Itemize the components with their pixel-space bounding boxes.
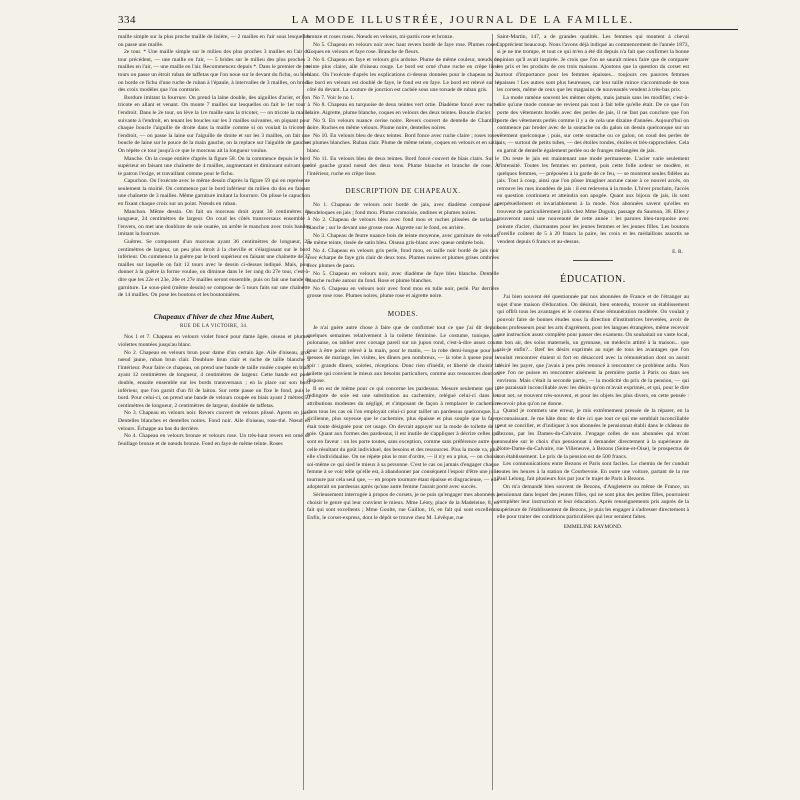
- column-1: [118, 34, 310, 794]
- paragraph: No 5. Chapeau en velours noir, avec diadème de faye bleu blanche. Dentelle blanche ruchée autour du fond. Rose et plume blanches.: [307, 270, 499, 285]
- paragraph: Bordure imitant la fourrure. On prend la laine double, des aiguilles d'acier, et l'on tricote en allant et venant. On monte 7 mailles sur lesquelles on fait le 1er tour à l'endroit. Dans le 2e tour, on lève la 1re maille sans la tricoter, — on tricote la maille suivante à l'endroit, en tenant les boucles sur les 3 mailles suivantes, en piquant pour chaque boucle l'aiguille de droite dans la maille comme si on voulait la tricoter à l'endroit, — on passe la laine sur l'aiguille de droite et sur les 3 mailles, on fait une boucle de laine sur le pouce de la main gauche, on la replace sur l'aiguille de gauche. On répète ce tour jusqu'à ce que le morceau ait la longueur voulue.: [118, 94, 310, 154]
- paragraph: No 4. Chapeau en velours gris perle, fond mou, en taille noir bordé de jais noir avec écharpe de faye gris clair de deux tons. Plumes noires et plumes grises ombrées avec plumes de paon.: [307, 247, 499, 270]
- paragraph: No 7. Voir le no 1.: [313, 94, 355, 101]
- page-header: [118, 14, 738, 28]
- paragraph: 2e tour. * Une maille simple sur le milieu des plus proches 3 mailles en l'air du tour précédent, — une maille en l'air, — 5 brides sur le milieu des plus proches 3 mailles en l'air, — une maille en l'air. Recommencez depuis *. Dans le premier de ces tours on passe un étroit ruban de taffetas que l'on noue sur le devant du fichu, ou bien on borde ce fichu d'une ruche de ruban à l'épaule, à intervalles de 3 mailles, on brode des croix modèles que l'on contrarie.: [118, 49, 310, 94]
- paragraph: bronze et roses roses. Nœuds en velours, mi-partis rose et bronze.: [307, 34, 454, 40]
- paragraph: Manche. On la coupe entière d'après la figure 58. On la commence depuis le bord supérieur en faisant une chaînette de 4 mailles, augmentant et diminuant suivant que le patron l'exige, et travaillant comme pour le fichu.: [118, 155, 310, 177]
- paragraph: No 8. Chapeau en turquoise de deux teintes vert ortie. Diadème foncé avec ruche claire. Aigrette, plume blanche, coques en velours des deux teintes. Boucle d'acier.: [307, 102, 499, 116]
- paragraph: No 9. En velours nuance cerise noire. Revers couvert de dentelle de Chantilly noire. Ruches en même velours. Plume noire, dentelles noires.: [307, 117, 499, 132]
- paragraph: No 10. En velours bleu de deux teintes. Bord fonce avec ruche claire ; roses roses et plumes blanches. Ruban clair. Plume de même teinte, coques en velours et en satin blanc.: [307, 132, 499, 154]
- paragraph: No 4. Chapeau en velours bronze et velours rose. Un très-haut revers est orné de feuillage bronze et de nœuds bronze. Fond en faye de même teinte. Roses: [118, 433, 310, 447]
- paragraph: On m'a demandé bien souvent de Bezons, d'Angleterre ou même de France, un pensionnat dans lequel des jeunes filles, qui ne sont plus des petites filles, pourraient compléter leur instruction et leur éducation. Après renseignements pris auprès de la supérieure de l'établissement de Bezons, je puis les engager à s'adresser directement à elle pour traiter des conditions particulières qui leur seraient faites.: [497, 484, 689, 521]
- separator-rule: [573, 260, 613, 261]
- article-title: Chapeaux d'hiver de chez Mme Aubert,: [153, 311, 275, 321]
- article-subtitle: RUE DE LA VICTOIRE, 34.: [180, 323, 248, 329]
- paragraph: No 6. Chapeau en faye et velours gris ardoise. Plume de même couleur, nœuds de teinte plus claire, aile d'oiseau rouge. Le bord est orné d'une ruche en crêpe lisse blanc. On l'exécute d'après les explications ci-dessus données pour le chapeau no 2. Le bord en velours est doublé de faye, le fond est en faye. Le bord est relevé sur le côté du devant. La couture de jonction est cachée sous une torsade de ruban gris.: [307, 56, 499, 94]
- paragraph: Manchon. Même dessin. On fait un morceau droit ayant 30 centimètres de longueur, 24 centimètres de largeur. On coud les côtés transversaux ensemble à l'envers, on met une doublure de soie ouatée, on arrête le manchon avec trois bandes imitant la fourrure.: [118, 208, 310, 238]
- column-3: [497, 34, 689, 794]
- paragraph: Il en est de même pour ce qui concerne les pardessus. Mesure seulement que la redingote de soie est une substitution au cachemire, relégué celui-ci dans les attributions modestes du négligé, et s'imposant de façon à remplacer le cachemire dans tous les cas où l'on employait celui-ci pour tailler un pardessus quelconque. La sicilienne, plus soyeuse que le cachemire, plus épaisse et plus souple que la faye, était toute désignée pour cet usage. On devrait appuyer sur la mode de toilette de la soie. Quant aux formes des pardessus, il est inutile de s'appliquer à décrire celles qui sont en faveur : on les porte toutes, sans exception, comme sans préférence autre que celle résultant du goût individuel, des besoins et des ressources. Plus la mode va, plus elle s'individualise. On ne répète plus le mot d'ordre, — il n'y en a plus, — on choisit soi-même ce qui sied le mieux à sa personne. C'est le cas ou jamais d'engager chaque femme à se voir telle qu'elle est, à abandonner par conséquent l'espoir d'être une jolie tournure par cela seul que, — en propre tournure étant épaisse et disgracieuse, — elle adopterait un pardessus après qu'une autre femme l'aurait porté avec succès.: [307, 385, 499, 491]
- journal-title: LA MODE ILLUSTRÉE, JOURNAL DE LA FAMILLE.: [291, 14, 635, 26]
- paragraph: Je n'ai guère autre chose à faire que de confirmer tout ce que j'ai dit depuis quelques semaines relativement à la toilette féminine. Le costume, tunique, ou polonaise, ou tablier avec corsage pareil sur un jupon rond, c'est-à-dire assez court pour à être point relevé à la main, pour le matin, — la robe demi-longue pour les messes de mariage, les visites, les dîners peu nombreux, — la robe à queue pour le soir : grands dîners, soirées, réceptions. Donc rien d'inédit, et liberté de choisir la toilette qui convient le mieux aux besoins particuliers, comme aux ressources dont on dispose.: [307, 325, 499, 385]
- paragraph: No 1. Chapeau de velours noir bordé de jais, avec diadème composé de pendeloques en jais ; fond mou. Plume cramoisie, ondines et plumes noires.: [307, 202, 499, 216]
- paragraph: Saint-Martin, 147, a de grandes qualités. Les femmes qui montent à cheval l'apprécient beaucoup. Nous l'avons déjà indiqué au commencement de l'année 1873, si je ne me trompe, et tout ce qui m'en a été dit depuis n'a fait que confirmer la bonne opinion qu'il avait inspirée. Je crois que l'on ne saurait mieux faire que de comparer les prix et les produits de ces trois maisons. Ajoutons que la question du corset est surtout d'importance pour les femmes épaisses... toujours ces pauvres femmes épaisses ! Les autres sont plus heureuses, car leur taille mince s'accommode de tous les corsets, même de ceux que les magasins de nouveautés vendent à très-bas prix.: [497, 34, 689, 94]
- paragraph: Du reste le jais est maintenant une mode permanente. L'acier varie seulement d'intensité. Toutes les femmes en portent, puis cette folle ardeur se modère, et quelques femmes, — préposées à la garde de ce feu, — se montrent seules fidèles au jais. Tout à coup, ainsi que l'on pûsse imaginer aucune cause à ce nouvel accès, on retrouve les rues inondées de jais : il est redevenu à la mode. L'hiver prochain, l'accès en question continuera et atteindra son apogée. Quant aux bijoux de jais, ils sont perpétuellement et invariablement à la mode. Nos abonnées savent qu'elles en trouvent de particulièrement jolis chez Mme Duguin, passage du Saumon, 38. Elles y trouveront aussi une nouveauté de cette année : les parures bleu-turquoise avec poinste d'acier, charmantes pour les jeunes femmes et les jeunes filles. Les boutons d'oreille coûtent de 5 à 20 francs la paire, les croix et les médaillons assortis se vendent depuis 6 francs et au-dessus.: [497, 155, 689, 246]
- section-heading: ÉDUCATION.: [560, 274, 626, 286]
- paragraph: No 3. Chapeau en velours noir. Revers couvert de velours plissé. Aprets en jais. Dentelles blanches et dentelles noires. Fond noir. Aile d'oiseau, rose-thé. Nœud en velours. Échappe au bas du derrière.: [118, 410, 310, 432]
- paragraph: Les communications entre Bezons et Paris sont faciles. Le chemin de fer conduit toutes les heures à la station de Courbevoie. En outre une voiture, partant de la rue Paul Lelong, fait plusieurs fois par jour le trajet de Paris à Bezons.: [497, 461, 689, 483]
- header-rule: [118, 29, 738, 30]
- paragraph: La mode ramène souvent les mêmes objets, mais jamais sans les modifier, c'est-à-dire qu'une mode connue ne revient pas tout à fait telle qu'elle était. De ce que l'on porte des vêtements brodés avec des perles de jais, il ne faut pas conclure que l'on porte des vêtements perlés comme il y a de cela une dizaine d'années. Aujourd'hui on commence par broder avec de la soutache ou du galon un dessin quelconque sur un vêtement quelconque ; puis, sur cette soutache ou ce galon, on coud des perles de jais, — surtout de petits tubes, — des étoiles rondes, étoiles et très-rapprochées. Cela en garnit de dentelle également perlée ou de franges mélangées de jais.: [497, 94, 689, 154]
- paragraph: Nos 1 et 7. Chapeau en velours violet foncé pour dame âgée, oiseau et plumes violettes montées jusqu'au blanc.: [118, 334, 310, 348]
- paragraph: No 2. Chapeau de velours bleu avec fond mou et ruches plissées de tarlatane blanche ; sur le devant une grosse rose. Aigrette sur le fond, en arrière.: [307, 217, 499, 232]
- paragraph: No 11. En velours bleu de deux teintes. Bord foncé couvert de biais clairs. Sur le côté gauche grand nœud des deux tons. Plume blanche et branche de rose. À l'intérieur, ruche en crêpe lisse.: [307, 155, 499, 177]
- column-2: [307, 34, 499, 794]
- signature: E. R.: [672, 248, 683, 255]
- paragraph: No 2. Chapeau en velours brun pour dame d'un certain âge. Aile d'oiseau, gros nœud jaune, ruban brun clair. Doublure brun clair et ruche de taille blanche à l'intérieur. Pour faire ce chapeau, on prend une bande de taille roulée coupée en biais ayant 12 centimètres de longueur, 4 centimètres de largeur. Cette bande est pose double, ensuite ensemble sur les bords transversaux ; en la place sur son bord inférieur, que l'on garnit d'un fil de laiton. Sur cette passe on fixe le fond, puis le bord. Pour celui-ci, on prend une bande de velours coupée en biais ayant 2 mètres 50 centimètres de longueur, 2 centimètres de largeur, doublée de taffetas.: [118, 349, 310, 409]
- paragraph: Sérieusement interrogée à propos de corsets, je ne puis qu'engager mes abonnées à choisir le genre qui leur convient le mieux. Mme Léoty, place de la Madeleine, 8, en fait qui sont excellents ; Mme Goulte, rue Gaillon, 16, en fait qui sont excellents. Enfin, le corset-express, dont le dépôt se trouve chez M. Lévêque, rue: [307, 492, 499, 521]
- page-number: 334: [118, 14, 136, 26]
- paragraph: Capuchon. On l'exécute avec le même dessin d'après la figure 59 qui en représente seulement la moitié. On commence par le bord inférieur du milieu du dos en faisant une chaînette de 3 mailles. Même garniture imitant la fourrure. On plisse le capuchon en fixant chaque croix sur un point. Nœuds en ruban.: [118, 178, 310, 208]
- paragraph: No 3. Chapeau de feutre nuance bois de teinte moyenne, avec garniture de velours de même teinte, tissée de satin bleu. Oiseau gris-blanc avec queue ombrée bois.: [307, 232, 499, 247]
- paragraph: Quand je commets une erreur, je mis extrêmement pressée de la réparer, en la reconnaissant. Je me hâte donc de dire ici que tout ce qui me semblait inconciliable peut se concilier, et d'indiquer à nos abonnées le pensionnat établi dans le château de Bezons, par les Dames-du-Calvaire. J'engage celles de nos abonnées qui m'ont consultée sur le choix d'un pensionnat à demander directement à la supérieure de Notre-Dame-du-Calvaire, rue Villeneuve, à Bezons (Seine-et-Oise), le prospectus de son établissement. Le prix de la pension est de 500 francs.: [497, 408, 689, 460]
- section-heading: DESCRIPTION DE CHAPEAUX.: [345, 187, 461, 196]
- paragraph: No 6. Chapeau en velours noir avec fond mou en tulle noir, perlé. Par derrière grosse rose rose. Plumes noires, plume rose et aigrette noire.: [307, 285, 499, 300]
- section-heading: MODES.: [387, 310, 419, 318]
- paragraph: J'ai bien souvent été questionnée par nos abonnées de France et de l'étranger au sujet d'une maison d'éducation. On désirait, bien entendu, trouver un établissement qui offrît tous les avantages et le contenu d'une rémunération modérée. On voulait y pouvoir faire de bonnes études sous la direction d'institutrices brevetées, avoir de bons professeurs pour les arts d'agrément, pour les langues étrangères, même recevoir une instruction assez complète pour passer des examens. On souhaitait un vaste local, un bon air, des soins maternels, un gymnase, un médecin attitré à la maison... que sais-je enfin?... Bref les désirs exprimés au sujet de tous les avantages que l'on voulait rencontrer étaient si fort en désaccord avec la rémunération dont on aurait désiré les payer, que j'avais à peu près renoncé à rencontrer ce problème ardu. Non que l'on ne puisse en rencontrer aisément la première partie à Paris ou dans ses environs. Mais c'était la seconde partie, — la modicité du prix de la pension, — qui me paraissait inconciliable avec les désirs qu'on m'avait exprimés, et qui, pour le dire tout net, se trouvent très-souvent, et pour les objets les plus divers, en cette pensée : recevoir plus qu'on ne donne.: [497, 294, 689, 407]
- author-signature: EMMELINE RAYMOND.: [563, 524, 623, 531]
- paragraph: maille simple sur la plus proche maille de lisière, — 2 mailles en l'air sous lesquelles on passe une maille.: [118, 34, 310, 48]
- paragraph: Guêtres. Se composent d'un morceau ayant 36 centimètres de longueur, 25 centimètres de largeur, un peu plus étroit à la cheville et s'élargissant sur le bord inférieur. On commence la guêtre par le bord supérieur en faisant une chaînette de 37 mailles sur laquelle on fait 12 tours avec le dessin ci-dessus indiqué. Mais, pour donner à la guêtre la forme voulue, on diminue dans le 1er rang du 27e tour, c'est-à-dire que les 22e et 23e, 26e et 27e mailles seront ensemble, puis on fait une bande de garniture. Le sous-pied (même dessin) se compose de 5 tours faits sur une chaînette de 14 mailles. On pose les boutons et les boutonnières.: [118, 239, 310, 299]
- paragraph: No 5. Chapeau en velours noir avec haut revers bordé de faye rose. Plumes roses. Coques en velours et faye rose. Branche de fleurs.: [307, 41, 499, 56]
